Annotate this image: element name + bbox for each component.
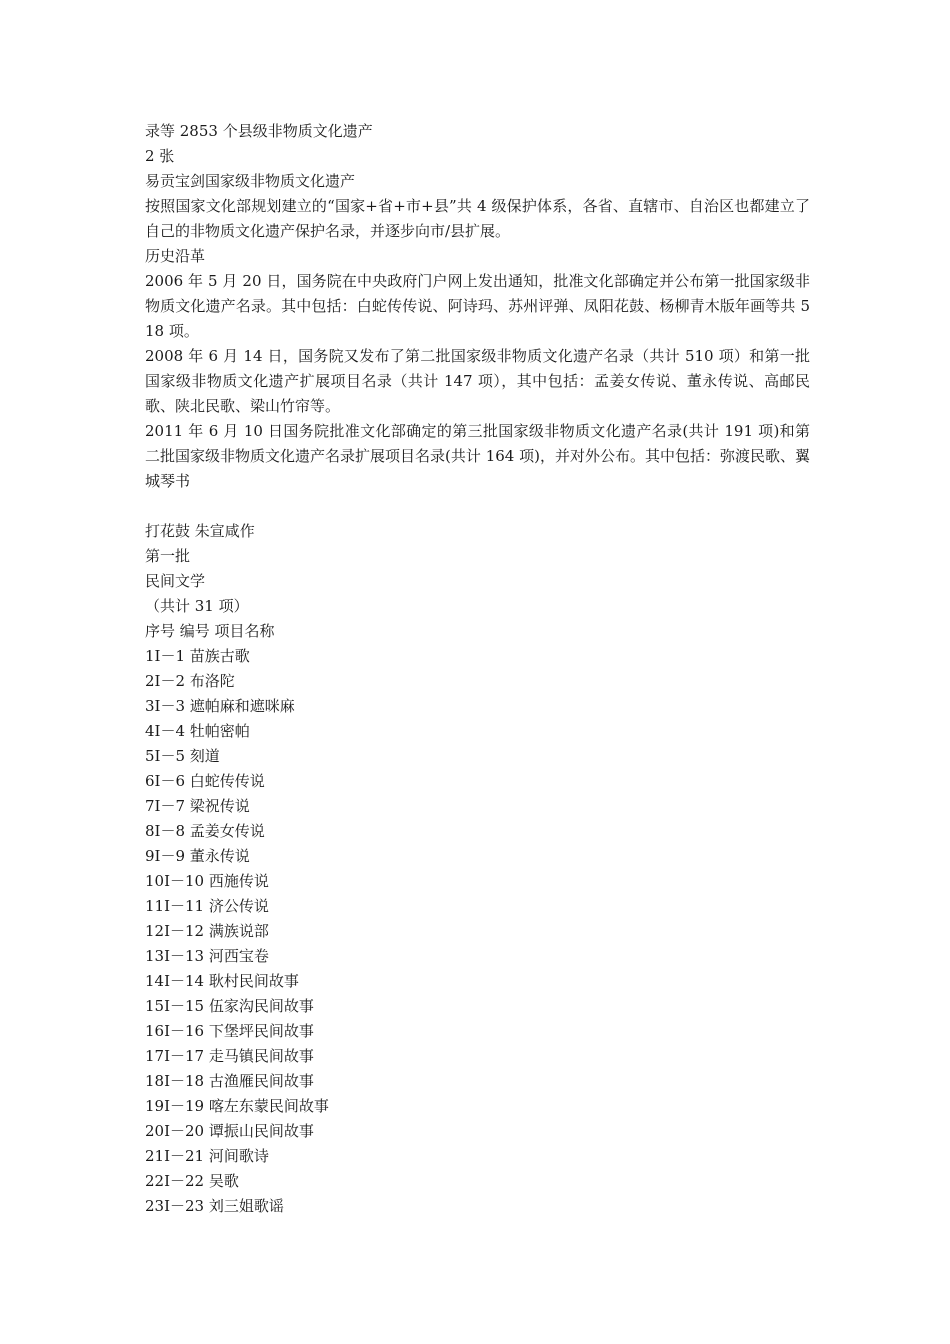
table-header: 序号 编号 项目名称 xyxy=(145,622,275,640)
item-count: （共计 31 项） xyxy=(145,597,249,615)
list-item: 18Ⅰ－18 古渔雁民间故事 xyxy=(145,1072,314,1090)
list-item: 4Ⅰ－4 牡帕密帕 xyxy=(145,722,250,740)
history-paragraph-2008: 2008 年 6 月 14 日，国务院又发布了第二批国家级非物质文化遗产名录（共计 510 项）和第一批国家级非物质文化遗产扩展项目名录（共计 147 项），其中包括：孟姜女传说、董永传说、高邮民歌、陕北民歌、梁山竹帘等。 xyxy=(145,347,810,415)
list-item: 15Ⅰ－15 伍家沟民间故事 xyxy=(145,997,314,1015)
intro-line-county-count: 录等 2853 个县级非物质文化遗产 xyxy=(145,122,373,140)
history-paragraph-2011: 2011 年 6 月 10 日国务院批准文化部确定的第三批国家级非物质文化遗产名录(共计 191 项)和第二批国家级非物质文化遗产名录扩展项目名录(共计 164 项)，并对外公布。其中包括：弥渡民歌、翼城琴书 xyxy=(145,422,810,490)
protection-system-paragraph: 按照国家文化部规划建立的“国家+省+市+县”共 4 级保护体系，各省、直辖市、自治区也都建立了自己的非物质文化遗产保护名录，并逐步向市/县扩展。 xyxy=(145,197,810,240)
list-item: 23Ⅰ－23 刘三姐歌谣 xyxy=(145,1197,284,1215)
list-item: 17Ⅰ－17 走马镇民间故事 xyxy=(145,1047,314,1065)
intro-line-image-caption: 易贡宝剑国家级非物质文化遗产 xyxy=(145,172,356,190)
list-item: 2Ⅰ－2 布洛陀 xyxy=(145,672,235,690)
list-item: 16Ⅰ－16 下堡坪民间故事 xyxy=(145,1022,314,1040)
category-heading: 民间文学 xyxy=(145,572,206,590)
painting-caption: 打花鼓 朱宣咸作 xyxy=(145,522,255,540)
list-item: 22Ⅰ－22 吴歌 xyxy=(145,1172,239,1190)
history-heading: 历史沿革 xyxy=(145,247,206,265)
list-item: 5Ⅰ－5 刻道 xyxy=(145,747,220,765)
list-item: 13Ⅰ－13 河西宝卷 xyxy=(145,947,269,965)
list-item: 8Ⅰ－8 孟姜女传说 xyxy=(145,822,265,840)
list-item: 9Ⅰ－9 董永传说 xyxy=(145,847,250,865)
list-item: 6Ⅰ－6 白蛇传传说 xyxy=(145,772,265,790)
history-paragraph-2006: 2006 年 5 月 20 日，国务院在中央政府门户网上发出通知，批准文化部确定并公布第一批国家级非物质文化遗产名录。其中包括：白蛇传传说、阿诗玛、苏州评弹、凤阳花鼓、杨柳青木版年画等共 518 项。 xyxy=(145,272,810,340)
list-item: 11Ⅰ－11 济公传说 xyxy=(145,897,269,915)
list-item: 14Ⅰ－14 耿村民间故事 xyxy=(145,972,299,990)
list-item: 7Ⅰ－7 梁祝传说 xyxy=(145,797,250,815)
document-body xyxy=(145,119,810,1219)
blank-line xyxy=(145,494,810,519)
list-item: 21Ⅰ－21 河间歌诗 xyxy=(145,1147,269,1165)
list-item: 1Ⅰ－1 苗族古歌 xyxy=(145,647,250,665)
batch-heading: 第一批 xyxy=(145,547,191,565)
list-item: 10Ⅰ－10 西施传说 xyxy=(145,872,269,890)
list-item: 19Ⅰ－19 喀左东蒙民间故事 xyxy=(145,1097,329,1115)
list-item: 3Ⅰ－3 遮帕麻和遮咪麻 xyxy=(145,697,295,715)
intro-line-image-count: 2 张 xyxy=(145,147,175,165)
heritage-item-list xyxy=(145,644,810,1219)
list-item: 20Ⅰ－20 谭振山民间故事 xyxy=(145,1122,314,1140)
list-item: 12Ⅰ－12 满族说部 xyxy=(145,922,269,940)
